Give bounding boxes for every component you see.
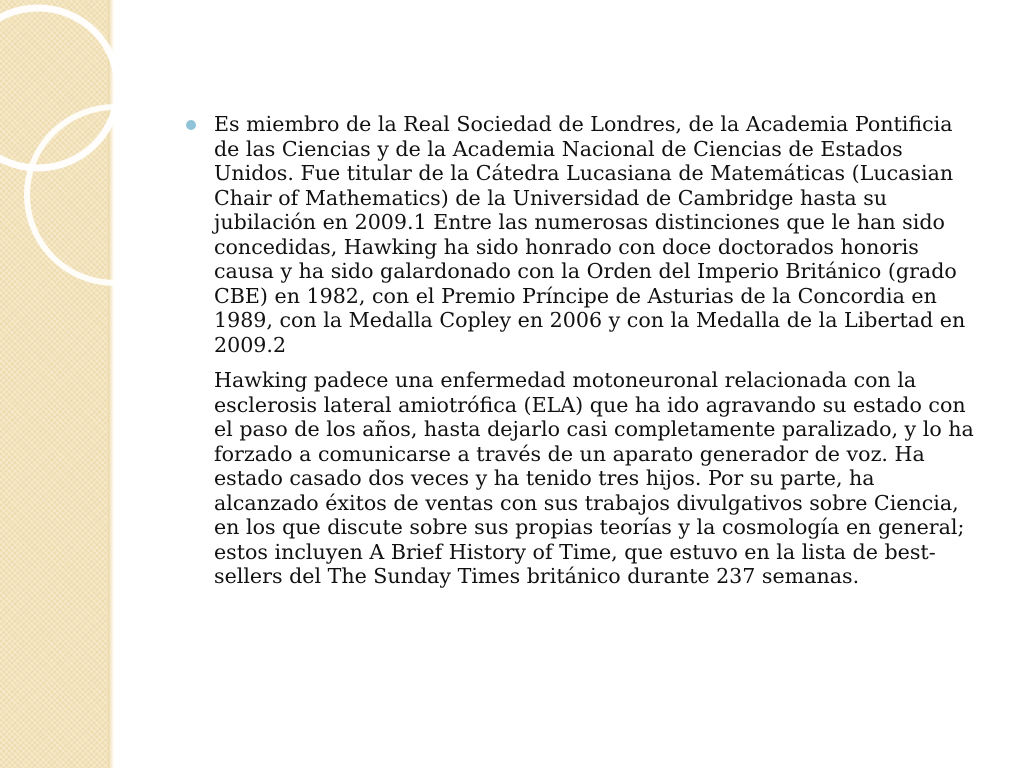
bullet-icon [186,120,196,130]
slide-body [184,112,974,600]
ring-middle [27,107,200,283]
paragraph-illness [184,368,974,589]
ring-top [0,8,118,168]
paragraph-illness-text: Hawking padece una enfermedad motoneuronal relacionada con la esclerosis lateral amiotrófica (ELA) que ha ido agravando su estado con el paso de los años, hasta dejarlo casi completamente paralizado, y lo ha forzado a comunicarse a través de un aparato generador de voz. Ha estado casado dos veces y ha tenido tres hijos. Por su parte, ha alcanzado éxitos de ventas con sus trabajos divulgativos sobre Ciencia, en los que discute sobre sus propias teorías y la cosmología en general; estos incluyen A Brief History of Time, que estuvo en la lista de best-sellers del The Sunday Times británico durante 237 semanas. [214,368,974,588]
paragraph-membership [184,112,974,357]
paragraph-membership-text: Es miembro de la Real Sociedad de Londres, de la Academia Pontificia de las Ciencias y de la Academia Nacional de Ciencias de Estados Unidos. Fue titular de la Cátedra Lucasiana de Matemáticas (Lucasian Chair of Mathematics) de la Universidad de Cambridge hasta su jubilación en 2009.1 Entre las numerosas distinciones que le han sido concedidas, Hawking ha sido honrado con doce doctorados honoris causa y ha sido galardonado con la Orden del Imperio Británico (grado CBE) en 1982, con el Premio Príncipe de Asturias de la Concordia en 1989, con la Medalla Copley en 2006 y con la Medalla de la Libertad en 2009.2 [214,112,966,357]
decorative-rings [0,0,200,400]
